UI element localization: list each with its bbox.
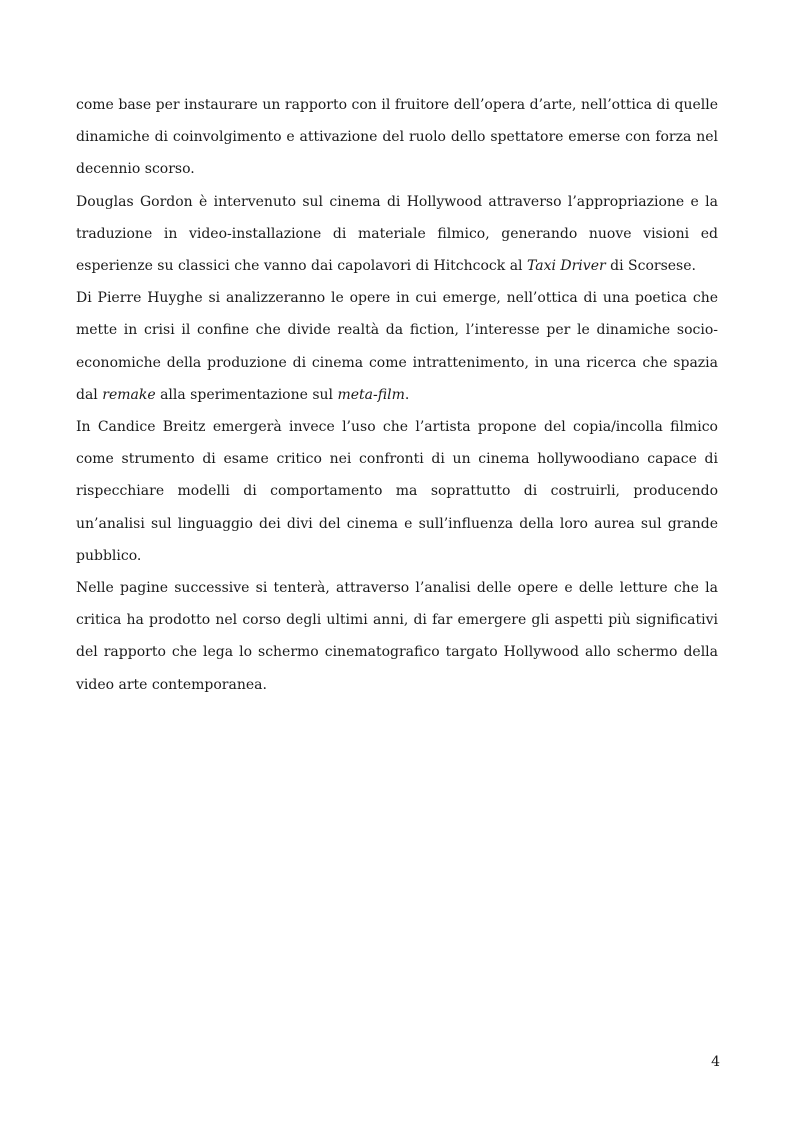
paragraph-text: In Candice Breitz emergerà invece l’uso che l’artista propone del copia/incolla filmico come strumento di esame critico nei confronti di un cinema hollywoodiano capace di rispecchiare modelli di comportamento ma soprattutto di costruirli, producendo un’analisi sul linguaggio dei divi del cinema e sull’influenza della loro aurea sul grande pubblico.: [76, 419, 718, 564]
paragraph-candice-breitz: [76, 411, 718, 572]
paragraph-text: .: [404, 386, 410, 403]
paragraph-intro-continuation: [76, 89, 718, 186]
paragraph-pierre-huyghe: [76, 282, 718, 411]
paragraph-conclusion: [76, 572, 718, 701]
body-text: [76, 89, 718, 701]
paragraph-text: Di Pierre Huyghe si analizzeranno le opere in cui emerge, nell’ottica di una poetica che mette in crisi il confine che divide realtà da fiction, l’interesse per le dinamiche socio-economiche della produzione di cinema come intrattenimento, in una ricerca che spazia dal: [76, 290, 718, 403]
paragraph-text: Nelle pagine successive si tenterà, attraverso l’analisi delle opere e delle letture che la critica ha prodotto nel corso degli ultimi anni, di far emergere gli aspetti più significativi del rapporto che lega lo schermo cinematografico targato Hollywood allo schermo della video arte contemporanea.: [76, 580, 718, 693]
italic-term-meta-film: meta-film: [337, 386, 405, 403]
italic-title-taxi-driver: Taxi Driver: [526, 258, 606, 275]
paragraph-text: come base per instaurare un rapporto con il fruitore dell’opera d’arte, nell’ottica di quelle dinamiche di coinvolgimento e attivazione del ruolo dello spettatore emerse con forza nel decennio scorso.: [76, 97, 718, 178]
page-number: 4: [711, 1054, 720, 1070]
italic-term-remake: remake: [102, 386, 156, 403]
paragraph-text: di Scorsese.: [605, 258, 696, 275]
paragraph-text: alla sperimentazione sul: [155, 386, 338, 403]
paragraph-text: Douglas Gordon è intervenuto sul cinema di Hollywood attraverso l’appropriazione e la traduzione in video-installazione di materiale filmico, generando nuove visioni ed esperienze su classici che vanno dai capolavori di Hitchcock al: [76, 193, 718, 275]
paragraph-douglas-gordon: [76, 186, 718, 283]
